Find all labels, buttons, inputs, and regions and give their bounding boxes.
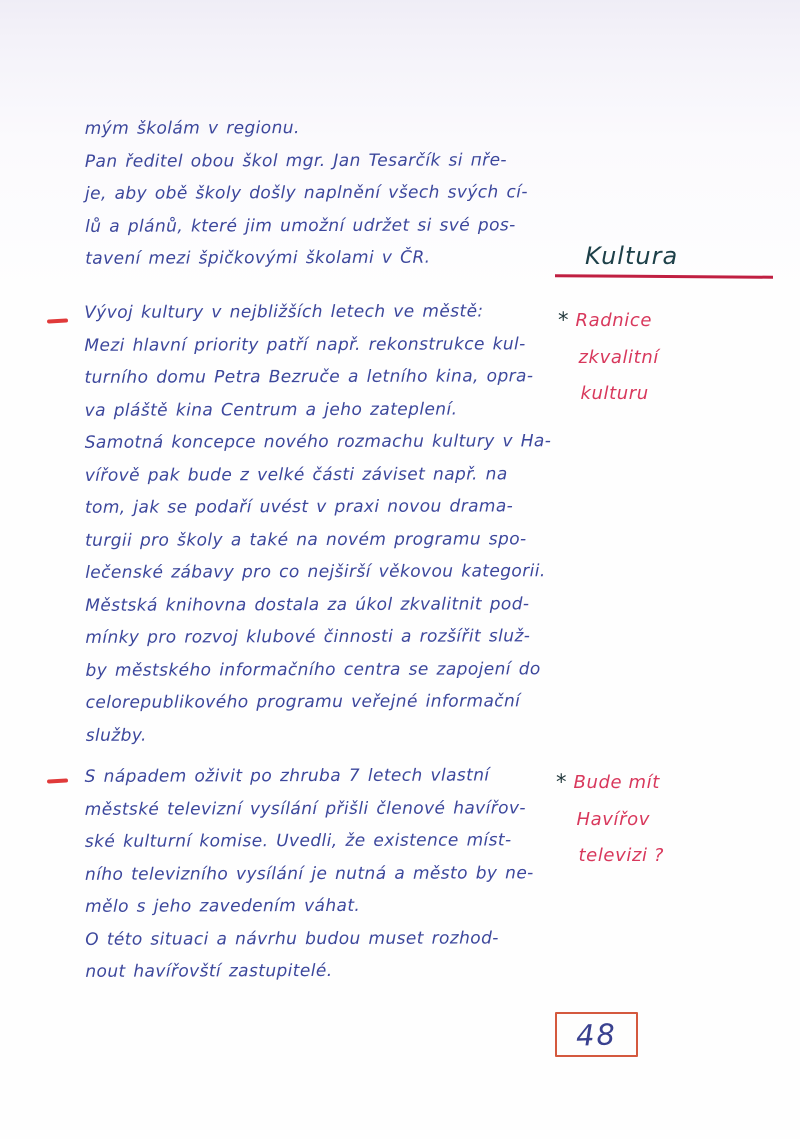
handwritten-line: turního domu Petra Bezruče a letního kina, opra- <box>84 366 534 388</box>
margin-note-line: Havířov <box>576 808 650 830</box>
handwritten-line: celorepublikového programu veřejné informační <box>85 691 521 713</box>
handwritten-line: Samotná koncepce nového rozmachu kultury v Ha- <box>84 431 552 453</box>
paragraph-television <box>85 759 564 988</box>
heading-underline <box>555 274 773 278</box>
handwritten-line: tom, jak se podaří uvést v praxi novou drama- <box>84 496 514 518</box>
margin-note-line: Radnice <box>575 310 653 331</box>
handwritten-line: lečenské zábavy pro co nejširší věkovou kategorii. <box>85 561 546 583</box>
handwritten-line: služby. <box>85 725 147 746</box>
handwritten-line: nout havířovští zastupitelé. <box>85 960 333 982</box>
handwritten-line: va pláště kina Centrum a jeho zateplení. <box>84 399 458 421</box>
paragraph-culture-development <box>84 295 564 752</box>
asterisk-icon: * <box>558 308 569 332</box>
margin-note-line: Bude mít <box>573 772 660 793</box>
bullet-dash-icon <box>47 318 68 323</box>
margin-note-line: televizi ? <box>578 845 665 866</box>
handwritten-line: mým školám v regionu. <box>84 118 300 139</box>
handwritten-line: Vývoj kultury v nejbližších letech ve městě: <box>84 301 484 323</box>
heading-text: Kultura <box>585 242 679 270</box>
handwritten-line: městské televizní vysílání přišli členové havířov- <box>84 797 526 820</box>
handwritten-line: S nápadem oživit po zhruba 7 letech vlastní <box>84 765 490 787</box>
handwritten-line: Pan ředitel obou škol mgr. Jan Tesarčík si пře- <box>84 149 507 172</box>
handwritten-line: lů a plánů, které jim umožní udržet si své pos- <box>85 214 516 237</box>
handwritten-line: tavení mezi špičkovými školami v ČR. <box>85 247 431 269</box>
handwritten-line: je, aby obě školy došly naplnění všech svých cí- <box>84 182 528 204</box>
handwritten-line: ské kulturní komise. Uvedli, že existence míst- <box>84 830 512 852</box>
page-number: 48 <box>575 1016 618 1053</box>
handwritten-line: mínky pro rozvoj klubové činnosti a rozšířit služ- <box>85 626 531 648</box>
margin-note-televize <box>556 765 664 875</box>
margin-note-line: kulturu <box>580 383 649 404</box>
margin-note-line: zkvalitní <box>578 346 659 368</box>
paragraph-schools <box>85 111 564 275</box>
margin-note-radnice <box>558 303 659 413</box>
handwritten-line: O této situaci a návrhu budou muset rozhod- <box>85 927 499 950</box>
handwritten-line: ního televizního vysílání je nutná a město by ne- <box>84 862 534 885</box>
handwritten-line: Městská knihovna dostala za úkol zkvalitnit pod- <box>85 593 530 616</box>
page-number-box <box>555 1012 638 1057</box>
handwritten-line: Mezi hlavní priority patří např. rekonstrukce kul- <box>84 333 526 356</box>
asterisk-icon: * <box>556 770 567 794</box>
handwritten-line: turgii pro školy a také na novém programu spo- <box>85 528 527 551</box>
bullet-dash-icon <box>47 778 68 783</box>
section-heading-kultura <box>585 241 678 271</box>
handwritten-line: vířově pak bude z velké části záviset např. na <box>84 463 508 486</box>
handwritten-line: mělo s jeho zavedením váhat. <box>85 895 361 917</box>
handwritten-line: by městského informačního centra se zapojení do <box>85 658 541 681</box>
